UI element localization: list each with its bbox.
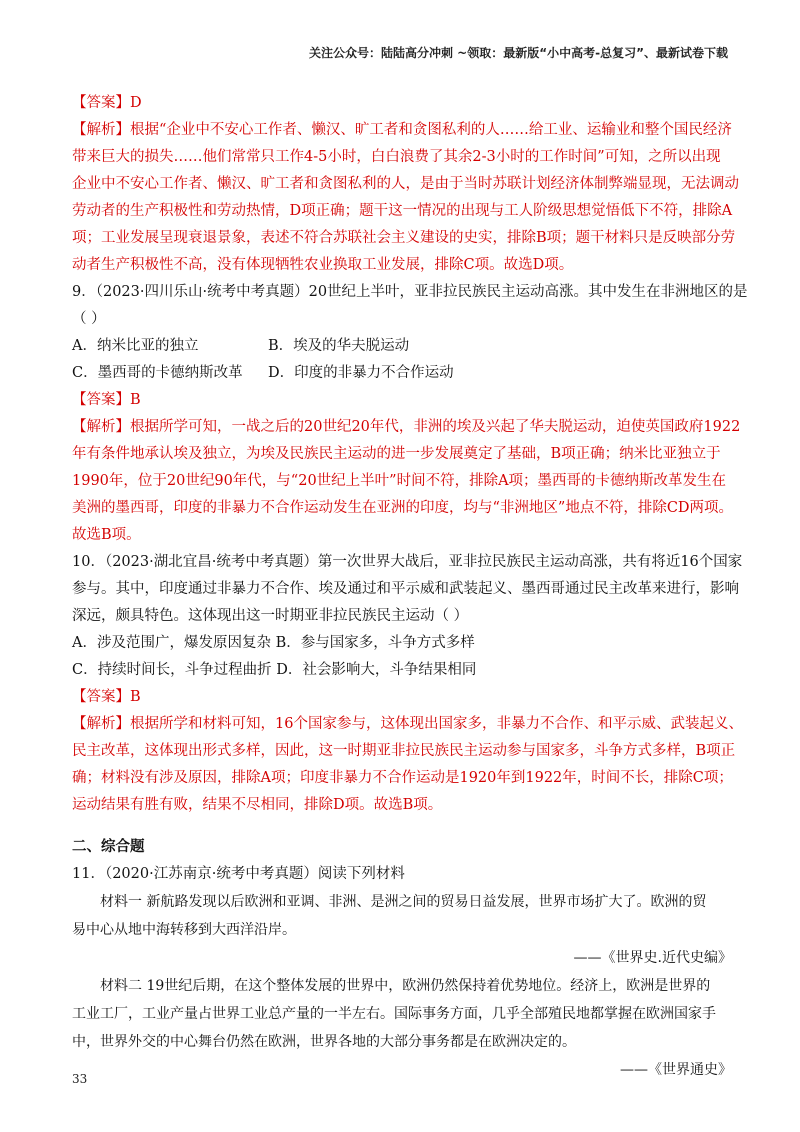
q11-material2-line: 工业工厂，工业产量占世界工业总产量的一半左右。国际事务方面，几乎全部殖民地都掌握在欧洲国家手 [72, 1006, 716, 1022]
q10-stem-line: 10．（2023·湖北宜昌·统考中考真题）第一次世界大战后，亚非拉民族民主运动高涨，共有将近16个国家 [72, 554, 743, 570]
q11-material1-line: 材料一 新航路发现以后欧洲和亚调、非洲、是洲之间的贸易日益发展，世界市场扩大了。欧洲的贸 [100, 894, 707, 910]
q8-analysis-line: 劳动者的生产积极性和劳动热情，D项正确；题干这一情况的出现与工人阶级思想觉悟低下不符，排除A [72, 203, 733, 219]
q9-stem: 9．（2023·四川乐山·统考中考真题）20世纪上半叶，亚非拉民族民主运动高涨。其中发生在非洲地区的是 [72, 284, 748, 300]
q10-analysis-line: 运动结果有胜有败，结果不尽相同，排除D项。故选B项。 [72, 797, 443, 813]
page-content [72, 90, 748, 1084]
q9-option-c: C．墨西哥的卡德纳斯改革 [72, 365, 243, 381]
q11-material2-line: 中，世界外交的中心舞台仍然在欧洲，世界各地的大部分事务都是在欧洲决定的。 [72, 1034, 576, 1050]
q10-stem-line: 参与。其中，印度通过非暴力不合作、埃及通过和平示威和武装起义、墨西哥通过民主改革来进行，影响 [72, 581, 739, 597]
q8-analysis-line: 带来巨大的损失……他们常常只工作4-5小时，白白浪费了其余2-3小时的工作时间”可知，之所以出现 [72, 149, 721, 165]
q9-analysis-line: 年有条件地承认埃及独立，为埃及民族民主运动的进一步发展奠定了基础，B项正确；纳米比亚独立于 [72, 446, 721, 462]
q9-options-row-2 [72, 360, 732, 387]
section-spacer [72, 819, 732, 834]
q11-material2-line: 材料二 19世纪后期，在这个整体发展的世界中，欧洲仍然保持着优势地位。经济上，欧洲是世界的 [100, 978, 711, 994]
section-heading: 二、综合题 [72, 839, 145, 855]
page-header: 关注公众号：陆陆高分冲刺 ~领取：最新版“小中高考-总复习”、最新试卷下载 [309, 46, 728, 60]
q9-analysis-line: 【解析】根据所学可知，一战之后的20世纪20年代，非洲的埃及兴起了华夫脱运动，迫使英国政府1922 [72, 419, 741, 435]
q9-options-row-1 [72, 333, 732, 360]
q9-analysis-line: 1990年，位于20世纪90年代，与“20世纪上半叶”时间不符，排除A项；墨西哥的卡德纳斯改革发生在 [72, 473, 727, 489]
q8-analysis-line: 【解析】根据“企业中不安心工作者、懒汉、旷工者和贪图私利的人……给工业、运输业和整个国民经济 [72, 122, 732, 138]
q8-analysis-line: 企业中不安心工作者、懒汉、旷工者和贪图私利的人，是由于当时苏联计划经济体制弊端显现，无法调动 [72, 176, 739, 192]
q11-material1-line: 易中心从地中海转移到大西洋沿岸。 [72, 922, 296, 938]
q10-stem-line: 深远，颇具特色。这体现出这一时期亚非拉民族民主运动（ ） [72, 608, 469, 624]
q9-option-a: A．纳米比亚的独立 [72, 338, 199, 354]
q9-answer-blank: （ ） [72, 311, 106, 327]
q11-stem: 11．（2020·江苏南京·统考中考真题）阅读下列材料 [72, 866, 405, 882]
q11-source2: ——《世界通史》 [620, 1062, 732, 1078]
q8-answer: 【答案】D [72, 95, 142, 111]
q8-analysis-line: 动者生产积极性不高，没有体现牺牲农业换取工业发展，排除C项。故选D项。 [72, 257, 574, 273]
q10-analysis-line: 确；材料没有涉及原因，排除A项；印度非暴力不合作运动是1920年到1922年，时间不长，排除C项； [72, 770, 733, 786]
q11-source1: ——《世界史.近代史编》 [573, 950, 732, 966]
q9-analysis-line: 故选B项。 [72, 527, 141, 543]
q8-analysis-line: 项；工业发展呈现衰退景象，表述不符合苏联社会主义建设的史实，排除B项；题干材料只是反映部分劳 [72, 230, 736, 246]
q9-analysis-line: 美洲的墨西哥，印度的非暴力不合作运动发生在亚洲的印度，均与“非洲地区”地点不符，排除CD两项。 [72, 500, 734, 516]
q9-option-b: B．埃及的华夫脱运动 [268, 338, 410, 354]
q10-analysis-line: 【解析】根据所学和材料可知，16个国家参与，这体现出国家多，非暴力不合作、和平示威、武装起义、 [72, 716, 743, 732]
q10-options-cd: C．持续时间长，斗争过程曲折 D．社会影响大，斗争结果相同 [72, 662, 477, 678]
page-number: 33 [72, 1072, 88, 1086]
q10-answer: 【答案】B [72, 689, 141, 705]
q9-option-d: D．印度的非暴力不合作运动 [268, 365, 454, 381]
q10-options-ab: A．涉及范围广，爆发原因复杂 B．参与国家多，斗争方式多样 [72, 635, 475, 651]
q10-analysis-line: 民主改革，这体现出形式多样，因此，这一时期亚非拉民族民主运动参与国家多，斗争方式多样，B项正 [72, 743, 736, 759]
q9-answer: 【答案】B [72, 392, 141, 408]
